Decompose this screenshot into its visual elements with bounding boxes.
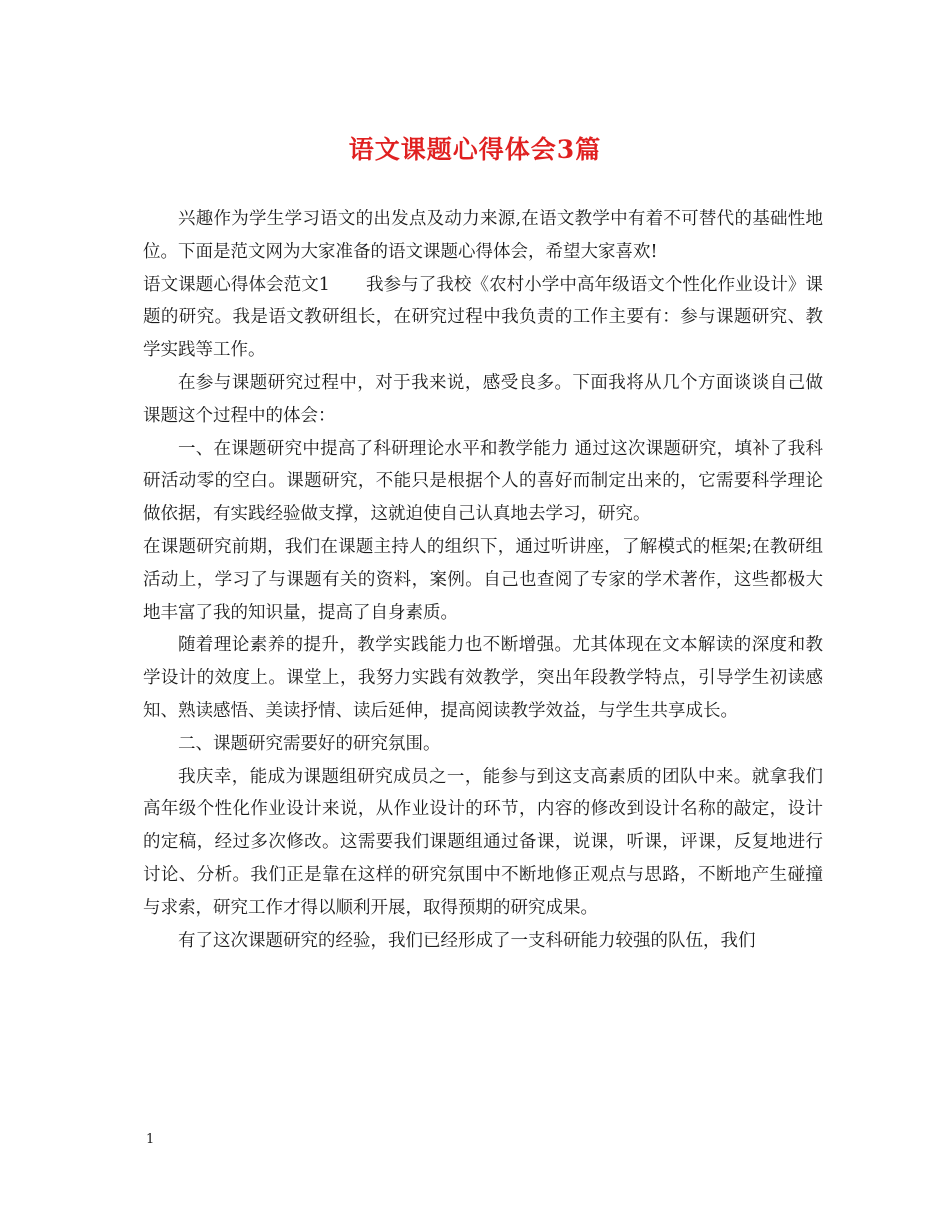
paragraph-5: 随着理论素养的提升，教学实践能力也不断增强。尤其体现在文本解读的深度和教学设计的效度上。课堂上，我努力实践有效教学，突出年段教学特点，引导学生初读感知、熟读感悟、美读抒情、读后延伸，提高阅读教学效益，与学生共享成长。: [143, 635, 823, 721]
paragraph-2: 在参与课题研究过程中，对于我来说，感受良多。下面我将从几个方面谈谈自己做课题这个过程中的体会：: [143, 372, 823, 426]
sample-intro: 我参与了我校《农村小学中高年级语文个性化作业设计》课题的研究。我是语文教研组长，在研究过程中我负责的工作主要有：参与课题研究、教学实践等工作。: [143, 274, 824, 361]
document-body: [143, 203, 823, 957]
paragraph-intro: 兴趣作为学生学习语文的出发点及动力来源,在语文教学中有着不可替代的基础性地位。下面是范文网为大家准备的语文课题心得体会，希望大家喜欢!: [143, 209, 823, 262]
paragraph-sample-1: [143, 269, 823, 367]
sample-heading: 语文课题心得体会范文1: [143, 274, 330, 295]
paragraph-7: 我庆幸，能成为课题组研究成员之一，能参与到这支高素质的团队中来。就拿我们高年级个性化作业设计来说，从作业设计的环节，内容的修改到设计名称的敲定，设计的定稿，经过多次修改。这需要我们课题组通过备课，说课，听课，评课，反复地进行讨论、分析。我们正是靠在这样的研究氛围中不断地修正观点与思路，不断地产生碰撞与求索，研究工作才得以顺利开展，取得预期的研究成果。: [143, 766, 823, 918]
page-number: 1: [146, 1132, 155, 1147]
paragraph-6: 二、课题研究需要好的研究氛围。: [178, 733, 441, 754]
paragraph-3: 一、在课题研究中提高了科研理论水平和教学能力 通过这次课题研究，填补了我科研活动零的空白。课题研究，不能只是根据个人的喜好而制定出来的，它需要科学理论做依据，有实践经验做支撑，这就迫使自己认真地去学习，研究。: [143, 438, 823, 525]
paragraph-8: 有了这次课题研究的经验，我们已经形成了一支科研能力较强的队伍，我们: [178, 930, 756, 951]
document-title: 语文课题心得体会3篇: [348, 135, 602, 164]
paragraph-4: 在课题研究前期，我们在课题主持人的组织下，通过听讲座，了解模式的框架;在教研组活动上，学习了与课题有关的资料，案例。自己也查阅了专家的学术著作，这些都极大地丰富了我的知识量，提高了自身素质。: [143, 536, 823, 623]
